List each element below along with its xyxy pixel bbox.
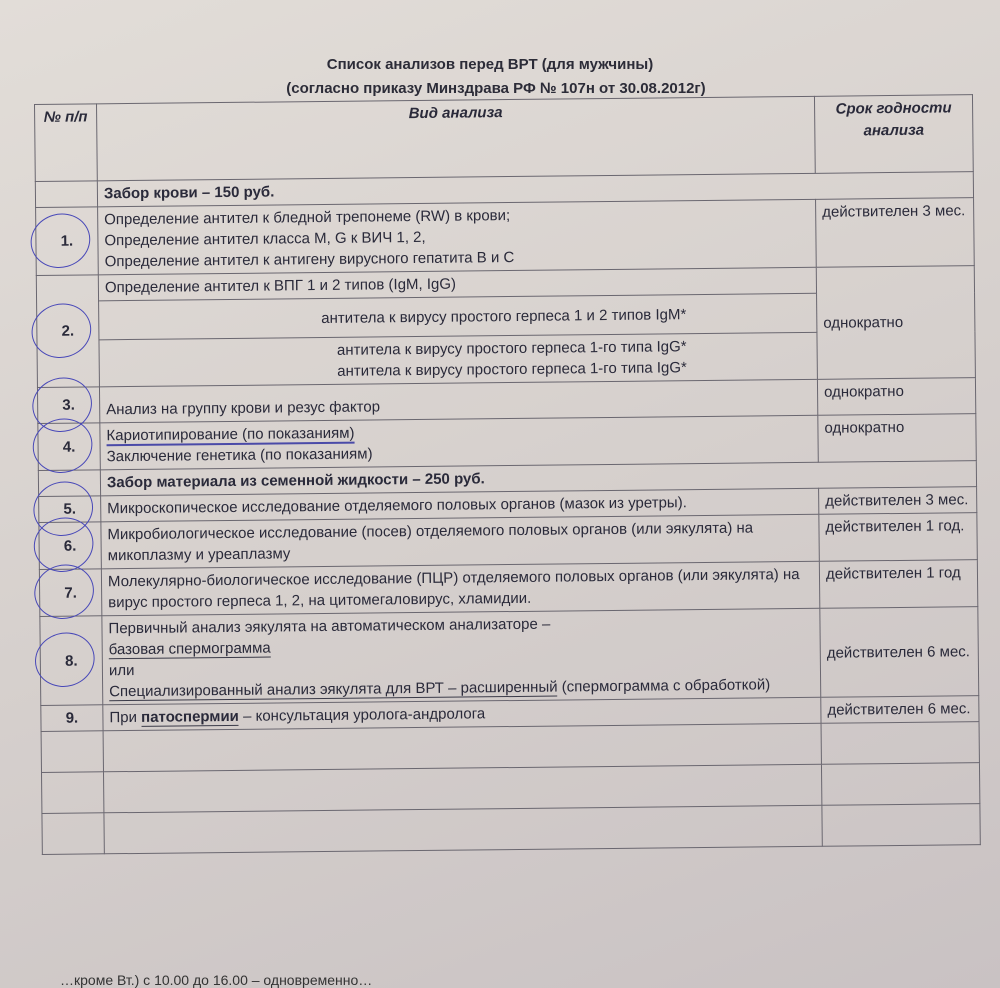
footer-text: …кроме Вт.) с 10.00 до 16.00 – одновременно… [60, 972, 373, 988]
row-term: действителен 3 мес. [816, 198, 975, 268]
row-term: действителен 1 год [819, 560, 977, 609]
row-subtext: антитела к вирусу простого герпеса 1 и 2 типов IgM* [99, 293, 817, 340]
row-text: Молекулярно-биологическое исследование (ПЦР) отделяемого половых органов (или эякулята) на вирус простого герпеса 1, 2, на цитомегаловирус, хламидии. [101, 561, 819, 616]
row-subtext: антитела к вирусу простого герпеса 1-го типа IgG* антитела к вирусу простого герпеса 1-го типа IgG* [99, 332, 817, 387]
row-number: 8. [40, 616, 103, 706]
row-term: однократно [817, 378, 975, 416]
header-term: Срок годности анализа [814, 95, 973, 174]
document-title: Список анализов перед ВРТ (для мужчины) [326, 56, 654, 73]
row-term: действителен 3 мес. [819, 487, 977, 515]
row-text: При патоспермии – консультация уролога-андролога [103, 697, 821, 731]
table-row [36, 198, 975, 276]
row-number: 9. [41, 705, 103, 732]
row-text: Определение антител к ВПГ 1 и 2 типов (IgM, IgG) [98, 267, 816, 301]
row-term: действителен 1 год. [819, 513, 977, 562]
table-header-row [35, 95, 974, 182]
row-number: 1. [36, 207, 99, 276]
row-number: 3. [37, 387, 99, 424]
row-number: 4. [38, 423, 100, 471]
ink-circle [29, 626, 101, 694]
row-number: 6. [39, 522, 101, 570]
ink-circle [24, 206, 96, 274]
row-term: действителен 6 мес. [820, 607, 979, 698]
row-term: однократно [818, 414, 976, 463]
row-number: 5. [39, 496, 101, 523]
analysis-table [34, 94, 981, 855]
row-text: Анализ на группу крови и резус фактор [99, 379, 817, 423]
row-text: Первичный анализ эякулята на автоматическом анализаторе – базовая спермограмма или Специализированный анализ эякулята для ВРТ – расширенный (спермограмма с обработкой) [102, 608, 821, 705]
section-blood-label: Забор крови – 150 руб. [97, 172, 973, 207]
row-term: однократно [816, 266, 975, 380]
row-text: Микроскопическое исследование отделяемого половых органов (мазок из уретры). [101, 488, 819, 522]
row-number: 2. [36, 275, 99, 388]
header-num: № п/п [35, 104, 98, 182]
row-term: действителен 6 мес. [821, 696, 979, 724]
row-text: Определение антител к бледной трепонеме (RW) в крови; Определение антител класса M, G к ВИЧ 1, 2, Определение антител к антигену вирусного гепатита В и С [98, 199, 817, 275]
section-semen-label: Забор материала из семенной жидкости – 250 руб. [100, 461, 976, 496]
document-subtitle: (согласно приказу Минздрава РФ № 107н от 30.08.2012г) [286, 80, 706, 97]
row-number: 7. [39, 569, 101, 617]
header-kind: Вид анализа [97, 96, 816, 181]
table-row [40, 607, 979, 706]
ink-circle [25, 296, 97, 364]
row-text: Микробиологическое исследование (посев) отделяемого половых органов (или эякулята) на микоплазму и уреаплазму [101, 514, 819, 569]
row-text: Кариотипирование (по показаниям) Заключение генетика (по показаниям) [100, 415, 818, 470]
